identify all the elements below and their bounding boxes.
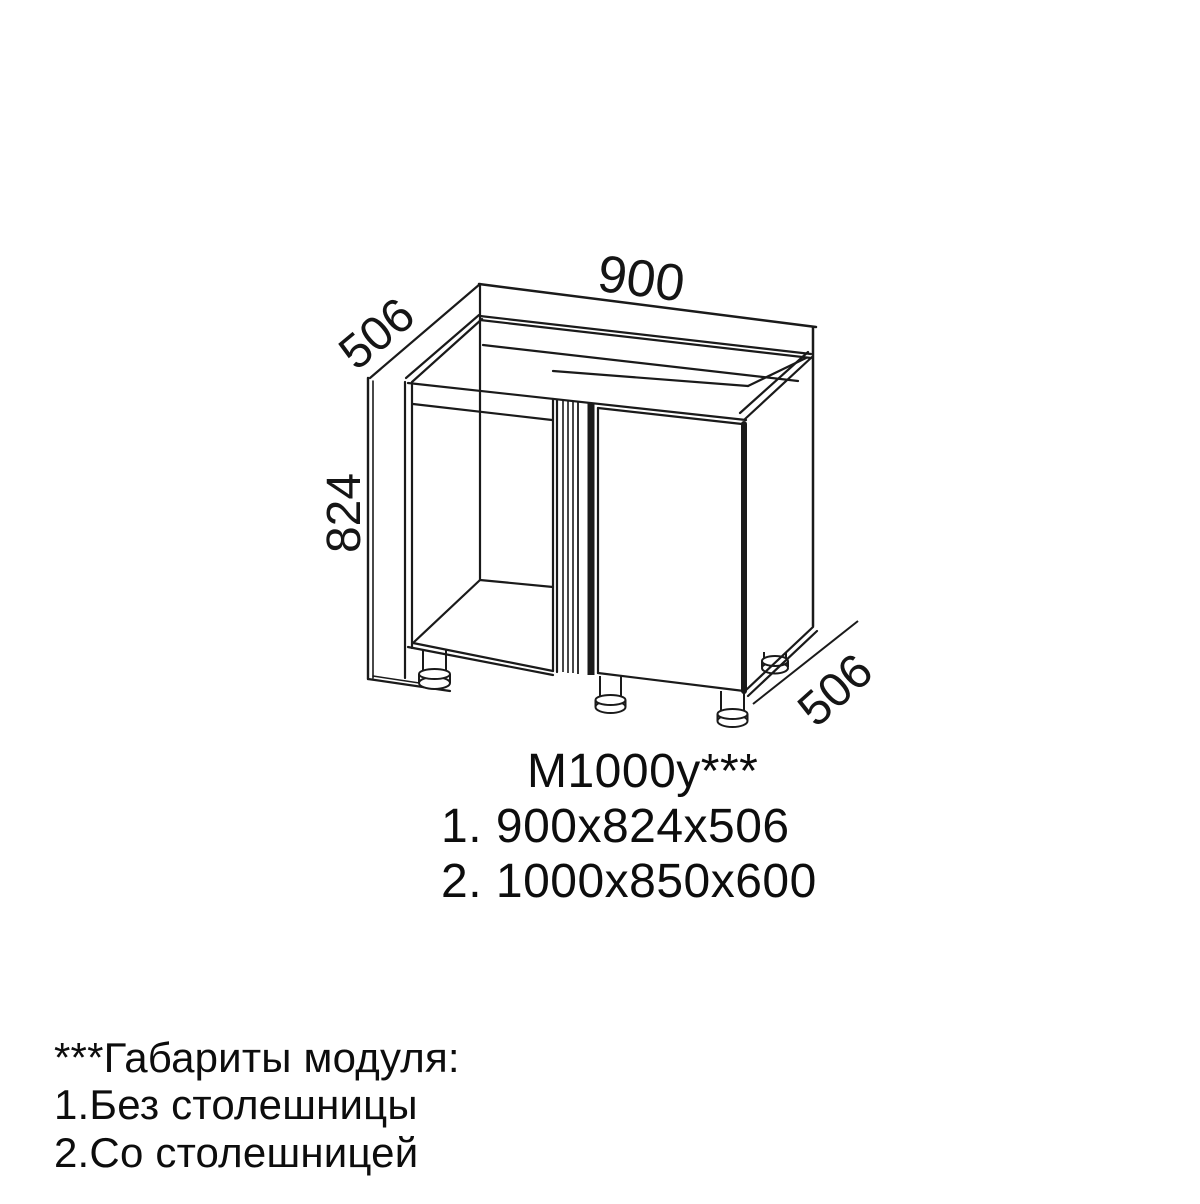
- leg-left: [419, 650, 450, 689]
- door-panel: [598, 408, 744, 691]
- footnote-line-2: 2.Со столешницей: [54, 1129, 419, 1176]
- dimension-label-height: 824: [318, 472, 371, 554]
- dimension-label-width: 900: [594, 244, 688, 314]
- module-title: М1000у***: [527, 745, 759, 798]
- module-size-option-2: 2. 1000х850х600: [441, 855, 817, 908]
- leg-middle: [596, 676, 626, 713]
- footnote-heading: ***Габариты модуля:: [54, 1034, 460, 1081]
- leg-front-right: [718, 691, 748, 727]
- dimension-label-depth-top: 506: [329, 288, 425, 381]
- footnote-line-1: 1.Без столешницы: [54, 1081, 418, 1128]
- dimension-label-depth-bottom: 506: [788, 643, 884, 737]
- corner-strip: [563, 400, 591, 675]
- module-size-option-1: 1. 900х824х506: [441, 800, 790, 853]
